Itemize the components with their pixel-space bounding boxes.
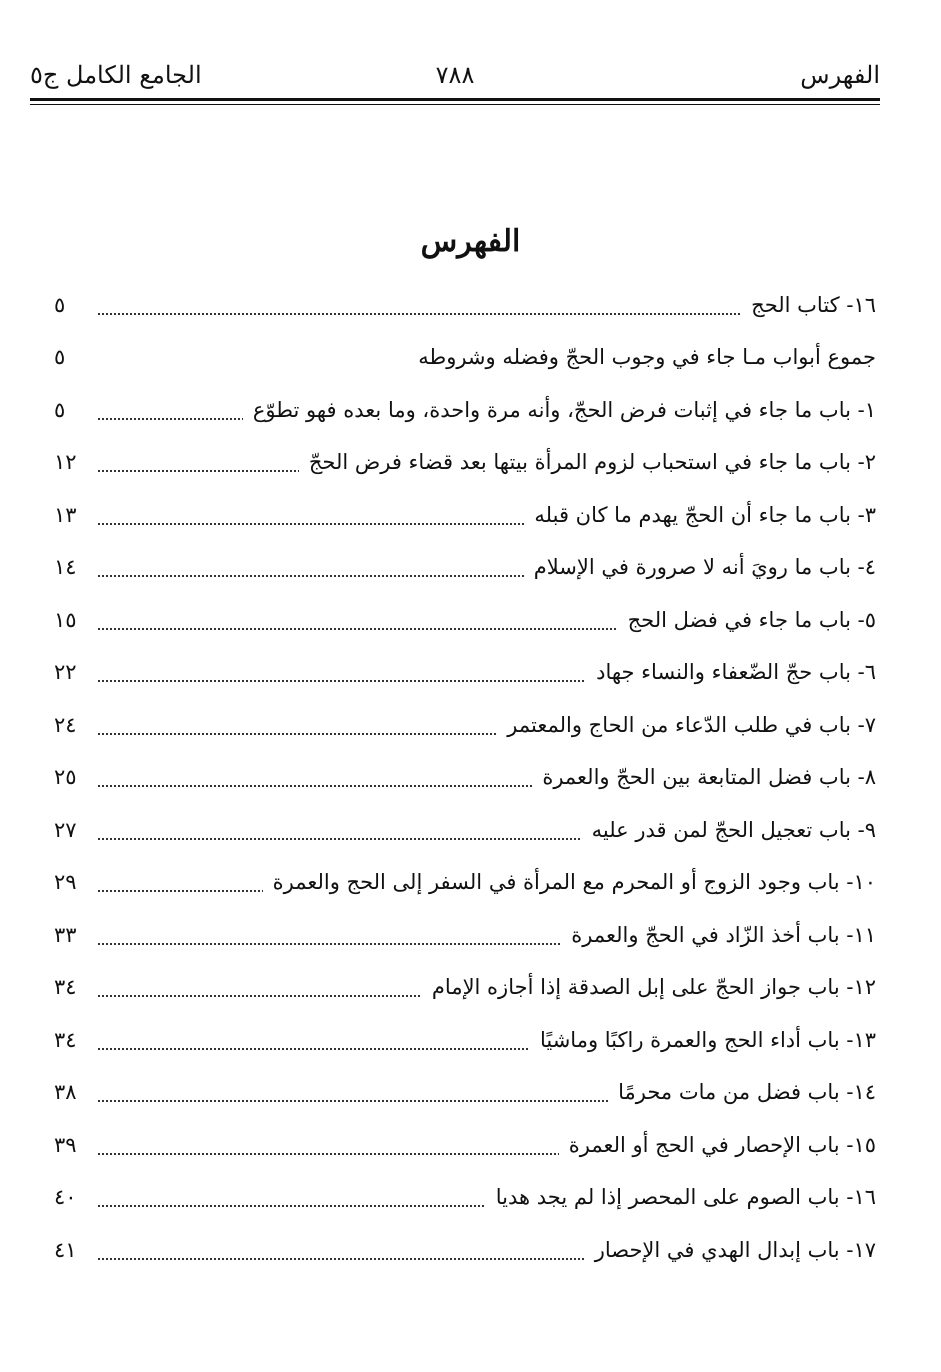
toc-entry-page: ٣٣ <box>54 923 77 947</box>
toc-entry <box>54 334 876 386</box>
toc-entry <box>54 964 876 1016</box>
toc-entry-page: ٢٧ <box>54 818 77 842</box>
toc-entry-page: ٤١ <box>54 1238 77 1262</box>
toc-entry-label: ٢- باب ما جاء في استحباب لزوم المرأة بيتها بعد قضاء فرض الحجّ <box>299 447 876 477</box>
toc-entry-page: ٢٢ <box>54 660 77 684</box>
toc-entry <box>54 387 876 439</box>
toc-entry-page: ٣٨ <box>54 1080 77 1104</box>
toc-entry <box>54 807 876 859</box>
toc-entry <box>54 649 876 701</box>
toc-entry <box>54 492 876 544</box>
toc-entry-label: ٨- باب فضل المتابعة بين الحجّ والعمرة <box>532 762 876 792</box>
toc-entry-label: ٩- باب تعجيل الحجّ لمن قدر عليه <box>582 815 876 845</box>
running-header <box>30 54 880 100</box>
toc-entry-page: ٣٤ <box>54 1028 77 1052</box>
toc-entry-label: ٤- باب ما رويَ أنه لا صرورة في الإسلام <box>524 552 876 582</box>
header-rule-thick <box>30 98 880 101</box>
toc-entry <box>54 1227 876 1279</box>
toc-entry-page: ١٢ <box>54 450 77 474</box>
toc-entry <box>54 754 876 806</box>
toc-entry-label: ١٢- باب جواز الحجّ على إبل الصدقة إذا أجازه الإمام <box>422 972 876 1002</box>
toc-entry-label: ١٥- باب الإحصار في الحج أو العمرة <box>559 1130 876 1160</box>
toc-entry <box>54 597 876 649</box>
toc-entry <box>54 544 876 596</box>
toc-entry-label: ٥- باب ما جاء في فضل الحج <box>618 605 876 635</box>
toc-entry <box>54 1174 876 1226</box>
toc-entry-page: ٥ <box>54 345 66 369</box>
toc-entry-label: ١٧- باب إبدال الهدي في الإحصار <box>585 1235 876 1265</box>
toc-entry-page: ٣٩ <box>54 1133 77 1157</box>
toc-entry <box>54 1069 876 1121</box>
header-book-title: الجامع الكامل ج٥ <box>30 61 202 89</box>
page-title: الفهرس <box>420 224 521 259</box>
header-section-title: الفهرس <box>800 61 880 89</box>
toc-entry-label: جموع أبواب مـا جاء في وجوب الحجّ وفضله وشروطه <box>418 342 876 372</box>
toc-entry <box>54 702 876 754</box>
toc-entry-label: ٦- باب حجّ الضّعفاء والنساء جهاد <box>586 657 876 687</box>
toc-entry-page: ١٥ <box>54 608 77 632</box>
toc-entry-label: ٣- باب ما جاء أن الحجّ يهدم ما كان قبله <box>524 500 876 530</box>
toc-entry-page: ٢٥ <box>54 765 77 789</box>
toc-entry <box>54 912 876 964</box>
toc-entry-label: ١٦- باب الصوم على المحصر إذا لم يجد هديا <box>486 1182 876 1212</box>
toc-entry-label: ١٦- كتاب الحج <box>741 290 876 320</box>
toc-entry-page: ٢٤ <box>54 713 77 737</box>
toc-entry-label: ١١- باب أخذ الزّاد في الحجّ والعمرة <box>561 920 876 950</box>
header-rule-thin <box>30 104 880 105</box>
toc-entry-page: ٣٤ <box>54 975 77 999</box>
toc-entry <box>54 859 876 911</box>
toc-entry-page: ١٤ <box>54 555 77 579</box>
toc-entry <box>54 1122 876 1174</box>
toc-entry-page: ٤٠ <box>54 1185 77 1209</box>
toc-entry-label: ١٤- باب فضل من مات محرمًا <box>608 1077 876 1107</box>
header-page-number: ٧٨٨ <box>435 61 475 89</box>
toc-entry-page: ٢٩ <box>54 870 77 894</box>
toc-entry-label: ١٠- باب وجود الزوج أو المحرم مع المرأة في السفر إلى الحج والعمرة <box>263 867 876 897</box>
toc-entry-label: ١٣- باب أداء الحج والعمرة راكبًا وماشيًا <box>530 1025 876 1055</box>
toc-entry <box>54 282 876 334</box>
toc-entry-label: ١- باب ما جاء في إثبات فرض الحجّ، وأنه مرة واحدة، وما بعده فهو تطوّع <box>243 395 876 425</box>
toc-entry <box>54 1017 876 1069</box>
toc-entry <box>54 439 876 491</box>
toc-entry-page: ٥ <box>54 293 66 317</box>
toc-entry-page: ٥ <box>54 398 66 422</box>
toc-entry-label: ٧- باب في طلب الدّعاء من الحاج والمعتمر <box>497 710 876 740</box>
toc-entry-page: ١٣ <box>54 503 77 527</box>
